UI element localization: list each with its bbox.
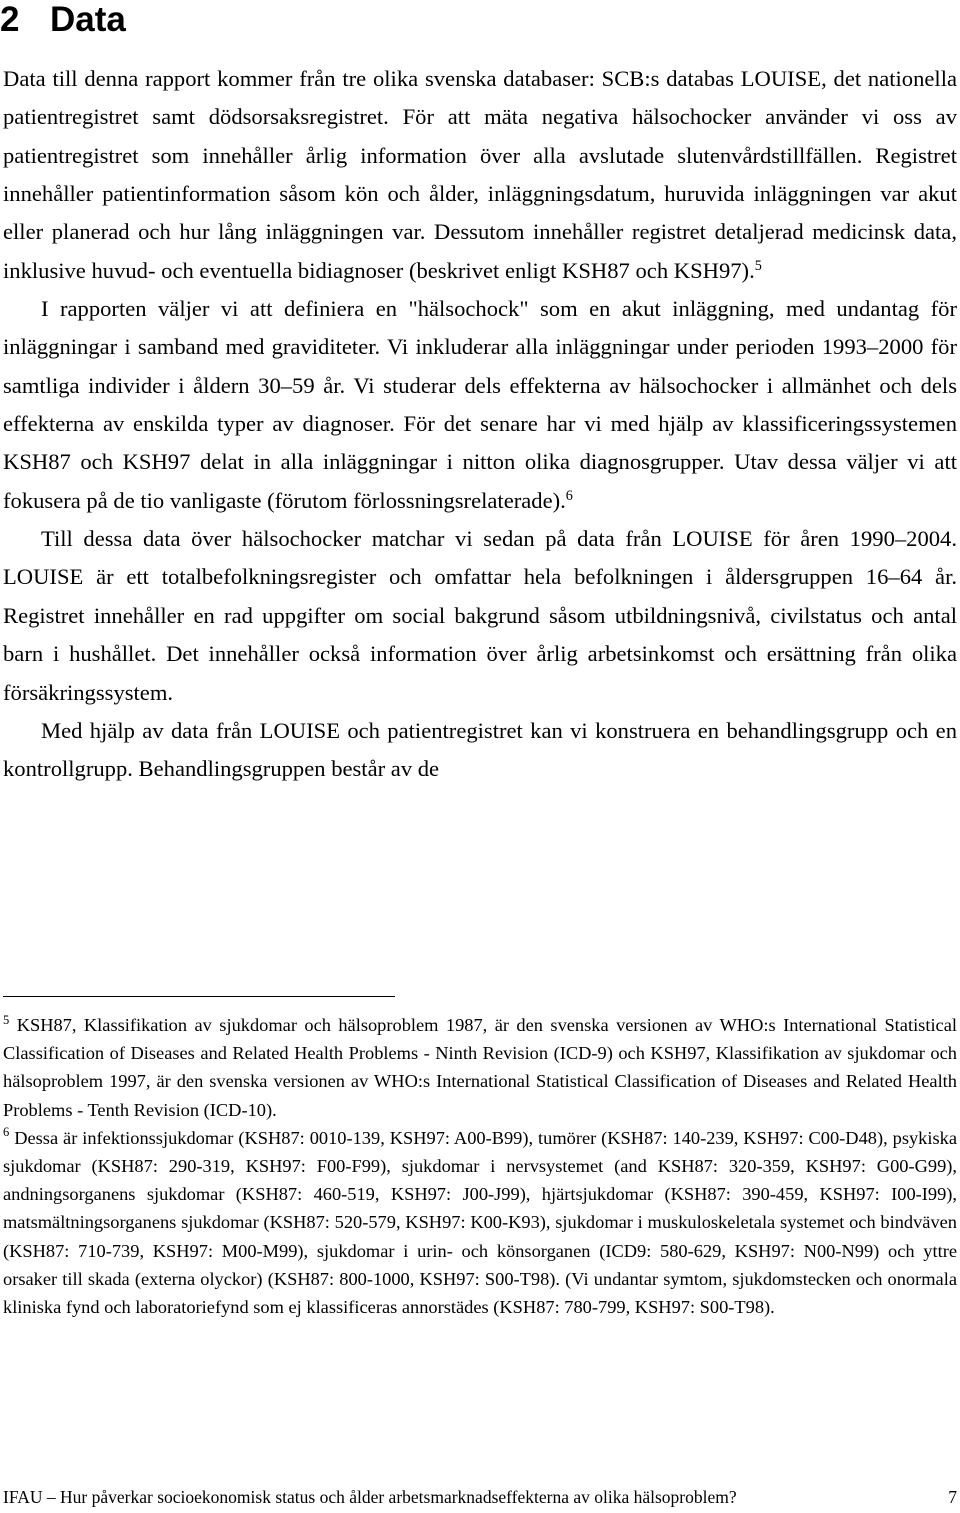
- footnotes: [3, 1011, 957, 1321]
- paragraph-1-text: Data till denna rapport kommer från tre olika svenska databaser: SCB:s databas LOUISE, det nationella patientregistret samt dödsorsaksregistret. För att mäta negativa hälsochocker använder vi oss av patientregistret som innehåller årlig information över alla avslutade slutenvårdstillfällen. Registret innehåller patientinformation såsom kön och ålder, inläggningsdatum, huruvida inläggningen var akut eller planerad och hur lång inläggningen var. Dessutom innehåller registret detaljerad medicinsk data, inklusive huvud- och eventuella bidiagnoser (beskrivet enligt KSH87 och KSH97).: [3, 66, 957, 283]
- footnote-ref-6[interactable]: 6: [565, 487, 573, 504]
- footnote-5-text: KSH87, Klassifikation av sjukdomar och hälsoproblem 1987, är den svenska versionen av WHO:s International Statistical Classification of Diseases and Related Health Problems - Ninth Revision (ICD-9) och KSH97, Klassifikation av sjukdomar och hälsoproblem 1997, är den svenska versionen av WHO:s International Statistical Classification of Diseases and Related Health Problems - Tenth Revision (ICD-10).: [3, 1015, 957, 1120]
- footnote-5: [3, 1011, 957, 1124]
- chapter-number: 2: [0, 0, 20, 39]
- footnote-5-marker: 5: [3, 1012, 10, 1027]
- paragraph-1: [3, 60, 957, 520]
- paragraph-2: Till dessa data över hälsochocker matchar vi sedan på data från LOUISE för åren 1990–2004. LOUISE är ett totalbefolkningsregister och omfattar hela befolkningen i åldersgruppen 16–64 år. Registret innehåller en rad uppgifter om social bakgrund såsom utbildningsnivå, civilstatus och antal barn i hushållet. Det innehåller också information över årlig arbetsinkomst och ersättning från olika försäkringssystem.: [3, 526, 957, 705]
- footnote-6: [3, 1124, 957, 1321]
- chapter-title: Data: [50, 0, 126, 39]
- page-number: 7: [948, 1487, 957, 1507]
- footer-text: IFAU – Hur påverkar socioekonomisk status och ålder arbetsmarknadseffekterna av olika hälsoproblem?: [3, 1487, 737, 1507]
- footnote-separator: [3, 996, 395, 997]
- page-footer: [3, 1486, 957, 1508]
- footnote-6-marker: 6: [3, 1125, 10, 1140]
- footnote-6-text: Dessa är infektionssjukdomar (KSH87: 0010-139, KSH97: A00-B99), tumörer (KSH87: 140-239, KSH97: C00-D48), psykiska sjukdomar (KSH87: 290-319, KSH97: F00-F99), sjukdomar i nervsystemet (and KSH87: 320-359, KSH97: G00-G99), andningsorganens sjukdomar (KSH87: 460-519, KSH97: J00-J99), hjärtsjukdomar (KSH87: 390-459, KSH97: I00-I99), matsmältningsorganens sjukdomar (KSH87: 520-579, KSH97: K00-K93), sjukdomar i muskuloskeletala systemet och bindväven (KSH87: 710-739, KSH97: M00-M99), sjukdomar i urin- och könsorganen (ICD9: 580-629, KSH97: N00-N99) och yttre orsaker till skada (externa olyckor) (KSH87: 800-1000, KSH97: S00-T98). (Vi undantar symtom, sjukdomstecken och onormala kliniska fynd och laboratoriefynd som ej klassificeras annorstädes (KSH87: 780-799, KSH97: S00-T98).: [3, 1127, 957, 1318]
- footnote-ref-5[interactable]: 5: [754, 257, 762, 274]
- paragraph-1-continued-text: I rapporten väljer vi att definiera en "hälsochock" som en akut inläggning, med undantag för inläggningar i samband med graviditeter. Vi inkluderar alla inläggningar under perioden 1993–2000 för samtliga individer i åldern 30–59 år. Vi studerar dels effekterna av hälsochocker i allmänhet och dels effekterna av enskilda typer av diagnoser. För det senare har vi med hjälp av klassificeringssystemen KSH87 och KSH97 delat in alla inläggningar i nitton olika diagnosgrupper. Utav dessa väljer vi att fokusera på de tio vanligaste (förutom förlossningsrelaterade).: [3, 296, 957, 513]
- chapter-heading: [0, 0, 126, 40]
- paragraph-3: Med hjälp av data från LOUISE och patientregistret kan vi konstruera en behandlingsgrupp och en kontrollgrupp. Behandlingsgruppen består av de: [3, 717, 957, 782]
- body-text: [3, 60, 957, 789]
